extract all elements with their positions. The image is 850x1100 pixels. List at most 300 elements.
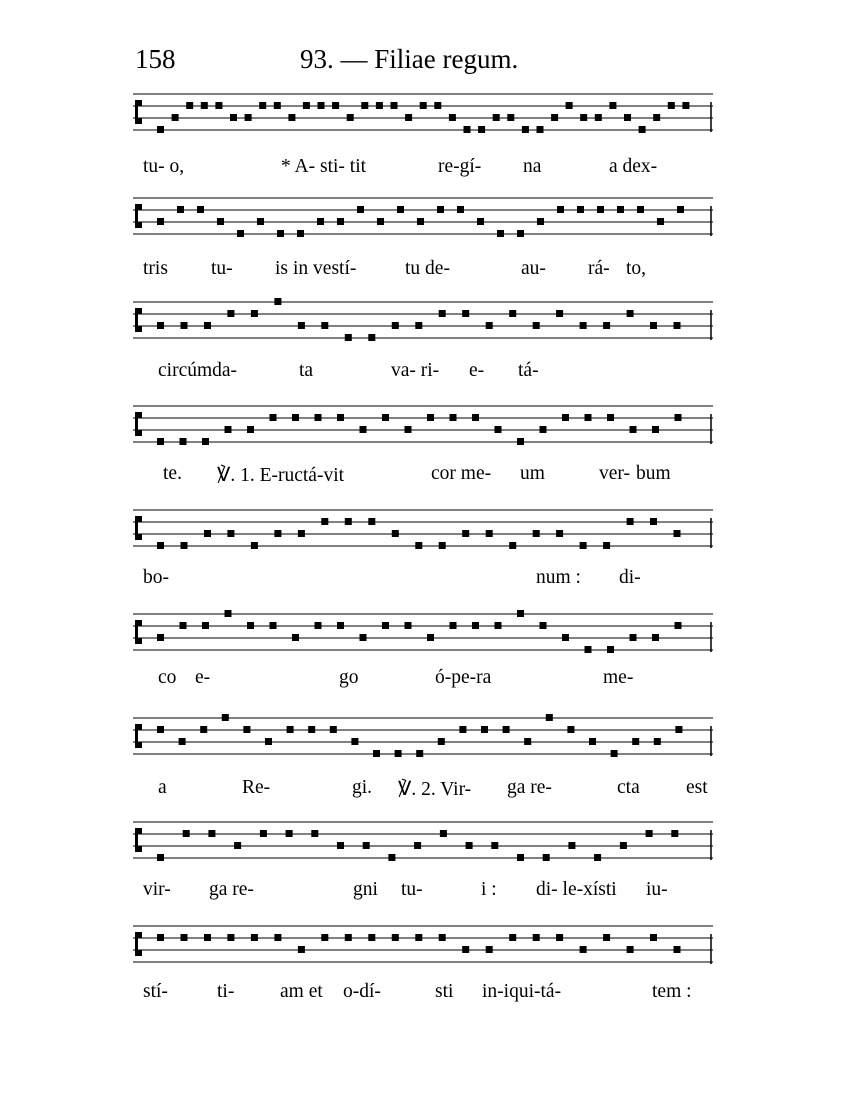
neume-note: [357, 206, 364, 213]
lyric-syllable: am et: [280, 981, 323, 1002]
lyric-syllable: ℣. 1. E-ructá-vit: [217, 465, 345, 486]
lyric-syllable: i :: [481, 879, 497, 900]
neume-note: [251, 542, 258, 549]
neume-note: [360, 634, 367, 641]
lyric-syllable: cta: [617, 777, 640, 798]
lyric-syllable: a dex-: [609, 156, 658, 177]
lyric-line: [133, 879, 723, 907]
neume-note: [650, 518, 657, 525]
neume-note: [517, 438, 524, 445]
lyric-line: [133, 156, 723, 184]
lyric-syllable: di- le-xísti: [536, 879, 617, 900]
neume-note: [225, 610, 232, 617]
neume-note: [427, 414, 434, 421]
lyric-syllable: num :: [536, 567, 581, 588]
neume-note: [321, 934, 328, 941]
neume-note: [251, 934, 258, 941]
chant-staff: [133, 90, 713, 134]
neume-note: [674, 530, 681, 537]
neume-note: [392, 530, 399, 537]
neume-note: [416, 750, 423, 757]
neume-note: [491, 842, 498, 849]
neume-note: [607, 414, 614, 421]
lyric-line: [133, 981, 723, 1009]
neume-note: [540, 426, 547, 433]
neume-note: [368, 934, 375, 941]
chant-staff: [133, 714, 713, 758]
neume-note: [157, 934, 164, 941]
neume-note: [414, 842, 421, 849]
neume-note: [671, 830, 678, 837]
lyric-syllable: gni: [353, 879, 378, 900]
lyric-syllable: ga re-: [209, 879, 254, 900]
neume-note: [580, 322, 587, 329]
neume-note: [580, 946, 587, 953]
neume-note: [388, 854, 395, 861]
neume-note: [247, 622, 254, 629]
neume-note: [620, 842, 627, 849]
neume-note: [202, 438, 209, 445]
neume-note: [260, 830, 267, 837]
neume-note: [292, 634, 299, 641]
lyric-syllable: di-: [619, 567, 641, 588]
neume-note: [543, 854, 550, 861]
c-clef-icon: [135, 308, 142, 332]
neume-note: [509, 542, 516, 549]
neume-note: [437, 206, 444, 213]
neume-note: [594, 854, 601, 861]
neume-note: [595, 114, 602, 121]
lyric-syllable: est: [686, 777, 708, 798]
neume-note: [245, 114, 252, 121]
neume-note: [321, 518, 328, 525]
lyric-syllable: circúmda-: [158, 360, 238, 381]
neume-note: [556, 934, 563, 941]
neume-note: [180, 438, 187, 445]
neume-note: [332, 102, 339, 109]
neume-note: [204, 322, 211, 329]
neume-note: [405, 426, 412, 433]
neume-note: [215, 102, 222, 109]
lyric-line: [133, 567, 723, 595]
neume-note: [298, 322, 305, 329]
lyric-line: [133, 258, 723, 286]
lyric-syllable: ó-pe-ra: [435, 667, 492, 688]
neume-note: [202, 622, 209, 629]
c-clef-icon: [135, 828, 142, 852]
chant-staff: [133, 402, 713, 446]
neume-note: [330, 726, 337, 733]
neume-note: [317, 218, 324, 225]
neume-note: [345, 934, 352, 941]
neume-note: [607, 646, 614, 653]
neume-note: [274, 102, 281, 109]
neume-note: [337, 218, 344, 225]
neume-note: [392, 322, 399, 329]
neume-note: [186, 102, 193, 109]
neume-note: [509, 934, 516, 941]
neume-note: [337, 414, 344, 421]
neume-note: [315, 622, 322, 629]
neume-note: [624, 114, 631, 121]
neume-note: [630, 426, 637, 433]
neume-note: [180, 622, 187, 629]
neume-note: [517, 854, 524, 861]
chant-staff: [133, 922, 713, 966]
neume-note: [459, 726, 466, 733]
neume-note: [417, 218, 424, 225]
neume-note: [632, 738, 639, 745]
neume-note: [537, 126, 544, 133]
neume-note: [503, 726, 510, 733]
neume-note: [298, 946, 305, 953]
neume-note: [617, 206, 624, 213]
neume-note: [391, 102, 398, 109]
neume-note: [177, 206, 184, 213]
neume-note: [368, 518, 375, 525]
lyric-syllable: stí-: [143, 981, 168, 1002]
lyric-syllable: ti-: [217, 981, 235, 1002]
lyric-syllable: tá-: [518, 360, 539, 381]
lyric-syllable: tris: [143, 258, 168, 279]
lyric-syllable: um: [520, 463, 545, 484]
neume-note: [462, 310, 469, 317]
neume-note: [204, 530, 211, 537]
c-clef-icon: [135, 412, 142, 436]
neume-note: [225, 426, 232, 433]
neume-note: [351, 738, 358, 745]
neume-note: [259, 102, 266, 109]
c-clef-icon: [135, 724, 142, 748]
neume-note: [292, 414, 299, 421]
lyric-syllable: is: [275, 258, 289, 279]
neume-note: [495, 622, 502, 629]
lyric-syllable: Re-: [242, 777, 271, 798]
neume-note: [517, 230, 524, 237]
neume-note: [466, 842, 473, 849]
neume-note: [472, 622, 479, 629]
lyric-syllable: to,: [626, 258, 647, 279]
neume-note: [603, 934, 610, 941]
neume-note: [556, 310, 563, 317]
neume-note: [478, 126, 485, 133]
neume-note: [566, 102, 573, 109]
neume-note: [183, 830, 190, 837]
neume-note: [580, 542, 587, 549]
neume-note: [318, 102, 325, 109]
neume-note: [315, 414, 322, 421]
neume-note: [546, 714, 553, 721]
lyric-syllable: e-: [195, 667, 211, 688]
lyric-syllable: in-iqui-tá-: [482, 981, 562, 1002]
neume-note: [481, 726, 488, 733]
neume-note: [611, 750, 618, 757]
neume-note: [157, 542, 164, 549]
lyric-syllable: tu-: [211, 258, 233, 279]
neume-note: [509, 310, 516, 317]
neume-note: [495, 426, 502, 433]
lyric-syllable: * A- sti- tit: [281, 156, 367, 177]
neume-note: [440, 830, 447, 837]
neume-note: [201, 102, 208, 109]
neume-note: [270, 622, 277, 629]
lyric-syllable: tu-: [401, 879, 423, 900]
neume-note: [157, 854, 164, 861]
neume-note: [217, 218, 224, 225]
neume-note: [609, 102, 616, 109]
neume-note: [298, 530, 305, 537]
neume-note: [287, 726, 294, 733]
lyric-line: [133, 463, 723, 491]
neume-note: [415, 934, 422, 941]
neume-note: [668, 102, 675, 109]
neume-note: [438, 738, 445, 745]
neume-note: [157, 322, 164, 329]
neume-note: [157, 218, 164, 225]
neume-note: [197, 206, 204, 213]
c-clef-icon: [135, 204, 142, 228]
neume-note: [439, 934, 446, 941]
neume-note: [181, 542, 188, 549]
lyric-syllable: o-dí-: [343, 981, 381, 1002]
neume-note: [345, 334, 352, 341]
neume-note: [450, 622, 457, 629]
neume-note: [157, 634, 164, 641]
neume-note: [580, 114, 587, 121]
lyric-syllable: bo-: [143, 567, 169, 588]
chant-staff: [133, 818, 713, 862]
chant-staff: [133, 506, 713, 550]
neume-note: [652, 426, 659, 433]
neume-note: [345, 518, 352, 525]
neume-note: [627, 946, 634, 953]
neume-note: [449, 114, 456, 121]
neume-note: [204, 934, 211, 941]
neume-note: [247, 426, 254, 433]
neume-note: [562, 414, 569, 421]
lyric-syllable: vir-: [143, 879, 171, 900]
neume-note: [462, 530, 469, 537]
neume-note: [653, 114, 660, 121]
lyric-syllable: ℣. 2. Vir-: [398, 779, 472, 800]
neume-note: [457, 206, 464, 213]
neume-note: [568, 842, 575, 849]
neume-note: [603, 322, 610, 329]
neume-note: [303, 102, 310, 109]
neume-note: [382, 414, 389, 421]
lyric-syllable: bum: [636, 463, 671, 484]
neume-note: [181, 934, 188, 941]
neume-note: [208, 830, 215, 837]
chant-title: 93. — Filiae regum.: [300, 44, 519, 74]
neume-note: [181, 322, 188, 329]
neume-note: [415, 322, 422, 329]
chant-staff: [133, 298, 713, 342]
neume-note: [677, 206, 684, 213]
neume-note: [472, 414, 479, 421]
neume-note: [222, 714, 229, 721]
lyric-syllable: rá-: [588, 258, 610, 279]
neume-note: [382, 622, 389, 629]
neume-note: [227, 310, 234, 317]
lyric-syllable: va- ri-: [391, 360, 440, 381]
neume-note: [179, 738, 186, 745]
neume-note: [675, 726, 682, 733]
lyric-syllable: e-: [469, 360, 485, 381]
neume-note: [603, 542, 610, 549]
neume-note: [524, 738, 531, 745]
neume-note: [157, 726, 164, 733]
lyric-syllable: te.: [163, 463, 182, 484]
neume-note: [674, 946, 681, 953]
neume-note: [637, 206, 644, 213]
neume-note: [405, 114, 412, 121]
neume-note: [297, 230, 304, 237]
neume-note: [533, 530, 540, 537]
neume-note: [230, 114, 237, 121]
neume-note: [157, 438, 164, 445]
lyric-line: [133, 777, 723, 805]
neume-note: [585, 414, 592, 421]
neume-note: [373, 750, 380, 757]
neume-note: [157, 126, 164, 133]
neume-note: [361, 102, 368, 109]
neume-note: [556, 530, 563, 537]
c-clef-icon: [135, 620, 142, 644]
neume-note: [377, 218, 384, 225]
lyric-syllable: cor me-: [431, 463, 492, 484]
neume-note: [251, 310, 258, 317]
neume-note: [227, 934, 234, 941]
neume-note: [265, 738, 272, 745]
neume-note: [654, 738, 661, 745]
neume-note: [657, 218, 664, 225]
neume-note: [497, 230, 504, 237]
page-number: 158: [135, 44, 176, 74]
neume-note: [486, 530, 493, 537]
neume-note: [646, 830, 653, 837]
lyric-syllable: tu- o,: [143, 156, 185, 177]
lyric-syllable: in vestí-: [293, 258, 357, 279]
neume-note: [415, 542, 422, 549]
neume-note: [395, 750, 402, 757]
neume-note: [234, 842, 241, 849]
neume-note: [439, 310, 446, 317]
neume-note: [450, 414, 457, 421]
neume-note: [405, 622, 412, 629]
c-clef-icon: [135, 932, 142, 956]
lyric-syllable: iu-: [646, 879, 668, 900]
lyric-syllable: au-: [521, 258, 546, 279]
neume-note: [288, 114, 295, 121]
neume-note: [427, 634, 434, 641]
neume-note: [274, 298, 281, 305]
neume-note: [270, 414, 277, 421]
neume-note: [540, 622, 547, 629]
neume-note: [589, 738, 596, 745]
neume-note: [464, 126, 471, 133]
neume-note: [533, 322, 540, 329]
neume-note: [507, 114, 514, 121]
neume-note: [682, 102, 689, 109]
neume-note: [337, 622, 344, 629]
lyric-syllable: sti: [435, 981, 454, 1002]
neume-note: [462, 946, 469, 953]
neume-note: [567, 726, 574, 733]
neume-note: [557, 206, 564, 213]
neume-note: [434, 102, 441, 109]
neume-note: [257, 218, 264, 225]
lyric-syllable: gi.: [352, 777, 373, 798]
neume-note: [347, 114, 354, 121]
lyric-syllable: co: [158, 667, 177, 688]
neume-note: [311, 830, 318, 837]
neume-note: [630, 634, 637, 641]
neume-note: [286, 830, 293, 837]
lyric-syllable: a: [158, 777, 167, 798]
neume-note: [675, 414, 682, 421]
neume-note: [493, 114, 500, 121]
neume-note: [585, 646, 592, 653]
neume-note: [360, 426, 367, 433]
neume-note: [200, 726, 207, 733]
lyric-syllable: ta: [299, 360, 314, 381]
lyric-syllable: me-: [603, 667, 634, 688]
lyric-syllable: na: [523, 156, 542, 177]
lyric-syllable: tu de-: [405, 258, 450, 279]
neume-note: [675, 622, 682, 629]
neume-note: [486, 946, 493, 953]
neume-note: [274, 934, 281, 941]
lyric-syllable: re-gí-: [438, 156, 482, 177]
neume-note: [674, 322, 681, 329]
lyric-syllable: ver-: [599, 463, 631, 484]
neume-note: [517, 610, 524, 617]
lyric-syllable: ga re-: [507, 777, 552, 798]
neume-note: [243, 726, 250, 733]
neume-note: [277, 230, 284, 237]
neume-note: [274, 530, 281, 537]
neume-note: [486, 322, 493, 329]
neume-note: [368, 334, 375, 341]
neume-note: [597, 206, 604, 213]
neume-note: [227, 530, 234, 537]
neume-note: [537, 218, 544, 225]
neume-note: [650, 934, 657, 941]
neume-note: [533, 934, 540, 941]
neume-note: [308, 726, 315, 733]
neume-note: [172, 114, 179, 121]
neume-note: [420, 102, 427, 109]
neume-note: [577, 206, 584, 213]
neume-note: [551, 114, 558, 121]
neume-note: [363, 842, 370, 849]
chant-staff: [133, 194, 713, 238]
c-clef-icon: [135, 100, 142, 124]
lyric-line: [133, 667, 723, 695]
chant-staff: [133, 610, 713, 654]
lyric-line: [133, 360, 723, 388]
lyric-syllable: tem :: [652, 981, 692, 1002]
neume-note: [392, 934, 399, 941]
neume-note: [562, 634, 569, 641]
neume-note: [627, 310, 634, 317]
neume-note: [376, 102, 383, 109]
neume-note: [627, 518, 634, 525]
neume-note: [237, 230, 244, 237]
neume-note: [650, 322, 657, 329]
lyric-syllable: go: [339, 667, 359, 688]
